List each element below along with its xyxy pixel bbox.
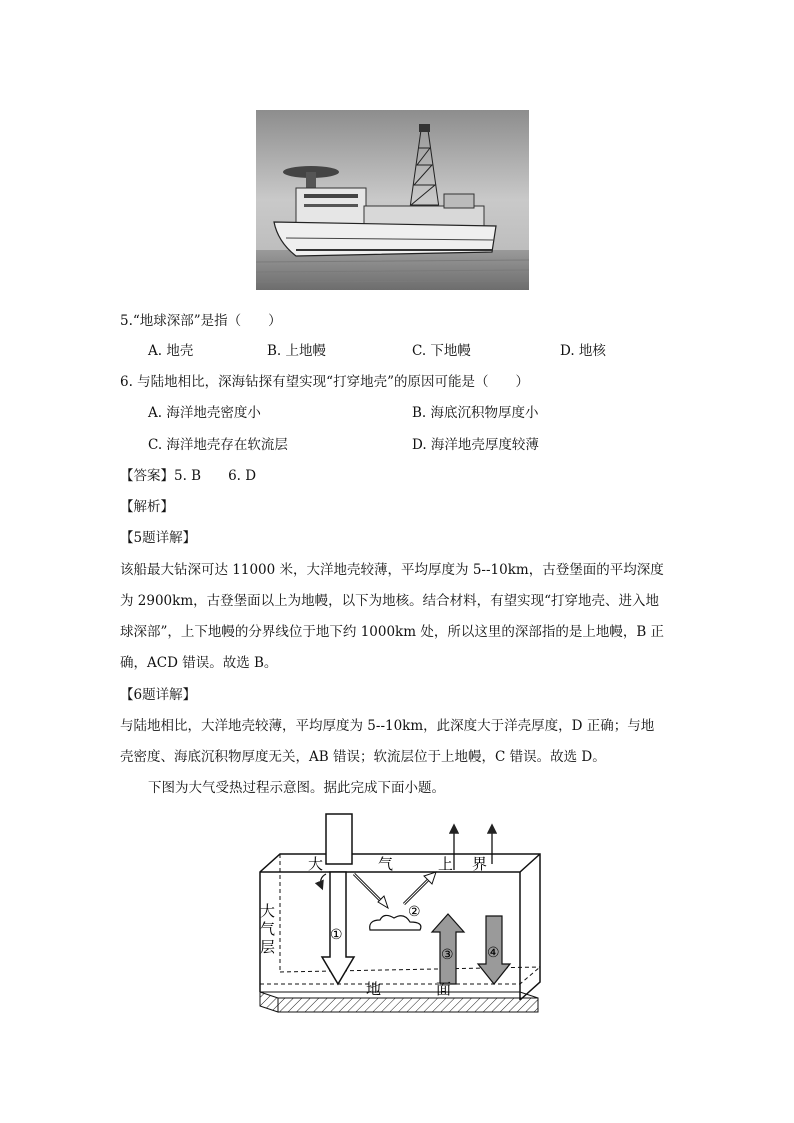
detail-6-heading: 【6题详解】	[120, 687, 197, 703]
analysis-heading: 【解析】	[120, 499, 174, 515]
diagram-intro: 下图为大气受热过程示意图。据此完成下面小题。	[148, 780, 445, 796]
detail-6-line: 壳密度、海底沉积物厚度无关，AB 错误；软流层位于上地幔，C 错误。故选 D。	[120, 749, 606, 765]
q6-option-a: A. 海洋地壳密度小	[148, 405, 261, 421]
mark-3: ③	[441, 947, 454, 963]
top-label-char: 上	[438, 855, 454, 873]
question-5-stem: 5.“地球深部”是指（ ）	[120, 313, 282, 329]
detail-5-line: 该船最大钻深可达 11000 米，大洋地壳较薄，平均厚度为 5--10km，古登堡面的平均深度	[120, 562, 664, 578]
side-label-char: 层	[260, 938, 276, 956]
question-6-stem: 6. 与陆地相比，深海钻探有望实现“打穿地壳”的原因可能是（ ）	[120, 374, 529, 390]
detail-5-line: 确，ACD 错误。故选 B。	[120, 655, 278, 671]
q6-option-d: D. 海洋地壳厚度较薄	[412, 437, 539, 453]
q5-option-d: D. 地核	[560, 343, 606, 359]
top-label-char: 大	[308, 855, 324, 873]
detail-5-line: 为 2900km，古登堡面以上为地幔，以下为地核。结合材料，有望实现“打穿地壳、进入地	[120, 593, 660, 609]
q5-option-a: A. 地壳	[148, 343, 194, 359]
mark-1: ①	[330, 927, 343, 943]
answer-line: 【答案】5. B 6. D	[120, 468, 257, 484]
q6-option-c: C. 海洋地壳存在软流层	[148, 437, 288, 453]
top-label-char: 界	[472, 855, 488, 873]
ground-label-char: 地	[366, 980, 382, 998]
top-label-char: 气	[378, 855, 394, 873]
atmosphere-heating-diagram	[250, 812, 550, 1022]
drilling-ship-photo	[256, 110, 529, 290]
q5-option-b: B. 上地幔	[267, 343, 327, 359]
q5-option-c: C. 下地幔	[412, 343, 471, 359]
side-label-char: 大	[260, 902, 276, 920]
q6-option-b: B. 海底沉积物厚度小	[412, 405, 539, 421]
detail-6-line: 与陆地相比，大洋地壳较薄，平均厚度为 5--10km，此深度大于洋壳厚度，D 正确；与地	[120, 718, 655, 734]
mark-2: ②	[408, 904, 421, 920]
side-label-char: 气	[260, 920, 276, 938]
detail-5-line: 球深部”，上下地幔的分界线位于地下约 1000km 处，所以这里的深部指的是上地幔，B 正	[120, 624, 665, 640]
mark-4: ④	[487, 945, 500, 961]
detail-5-heading: 【5题详解】	[120, 530, 197, 546]
ground-label-char: 面	[436, 980, 452, 998]
